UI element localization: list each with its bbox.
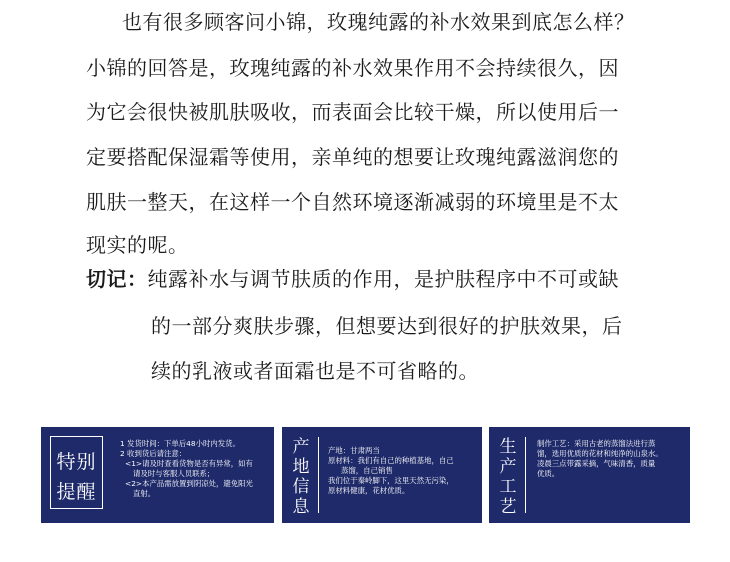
note-first-line — [86, 263, 619, 292]
article-line: 为它会很快被肌肤吸收，而表面会比较干燥，所以使用后一 — [86, 100, 619, 124]
reminder-text — [120, 439, 253, 499]
reminder-line: 1 发货时间：下单后48小时内发货。 — [120, 439, 240, 448]
origin-title-char: 息 — [292, 497, 310, 517]
craft-title — [497, 437, 519, 517]
craft-title-char: 产 — [499, 457, 517, 477]
reminder-line: 直射。 — [133, 489, 156, 498]
craft-line: 优质。 — [537, 469, 560, 478]
article-line: 定要搭配保湿霜等使用，亲单纯的想要让玫瑰纯露滋润您的 — [86, 145, 619, 169]
origin-title — [290, 437, 312, 517]
reminder-title-line: 提醒 — [56, 481, 97, 503]
craft-text — [537, 439, 663, 479]
note-line: 续的乳液或者面霜也是不可省略的。 — [151, 359, 479, 383]
reminder-title-line: 特别 — [56, 451, 97, 473]
craft-title-char: 工 — [499, 477, 517, 497]
article-line: 肌肤一整天，在这样一个自然环境逐渐减弱的环境里是不太 — [86, 190, 619, 214]
article-line: 现实的呢。 — [86, 233, 189, 257]
origin-title-char: 信 — [292, 477, 310, 497]
craft-title-char: 艺 — [499, 497, 517, 517]
origin-info-panel — [282, 427, 482, 523]
craft-title-char: 生 — [499, 437, 517, 457]
special-reminder-panel — [41, 427, 274, 523]
origin-line: 原材料健康，花材优质。 — [328, 486, 410, 495]
reminder-line: 2 收到货后请注意： — [120, 449, 187, 458]
origin-title-char: 地 — [292, 457, 310, 477]
reminder-line: <1>请及时查看货物是否有异常，如有 — [125, 459, 253, 468]
origin-line: 蒸馏，自己销售 — [341, 466, 393, 475]
divider — [318, 437, 319, 513]
origin-line: 产地：甘肃两当 — [328, 446, 380, 455]
article-line: 也有很多顾客问小锦，玫瑰纯露的补水效果到底怎么样？ — [122, 10, 635, 34]
divider — [525, 437, 526, 513]
origin-title-char: 产 — [292, 437, 310, 457]
reminder-badge — [50, 436, 103, 509]
article-line: 小锦的回答是，玫瑰纯露的补水效果作用不会持续很久，因 — [86, 56, 619, 80]
reminder-line: <2>本产品需放置到阴凉处，避免阳光 — [125, 479, 253, 488]
note-text: 纯露补水与调节肤质的作用，是护肤程序中不可或缺 — [147, 267, 619, 291]
craft-line: 凌晨三点带露采摘，气味清香，质量 — [537, 459, 656, 468]
production-craft-panel — [489, 427, 690, 523]
note-label: 切记： — [86, 267, 148, 291]
origin-text — [328, 446, 454, 496]
reminder-line: 请及时与客服人员联系； — [133, 469, 215, 478]
origin-line: 我们位于秦岭脚下，这里天然无污染， — [328, 476, 454, 485]
craft-line: 制作工艺：采用古老的蒸馏法进行蒸 — [537, 439, 656, 448]
origin-line: 原材料：我们有自己的种植基地，自己 — [328, 456, 454, 465]
craft-line: 馏，选用优质的花材和纯净的山泉水。 — [537, 449, 663, 458]
note-line: 的一部分爽肤步骤，但想要达到很好的护肤效果，后 — [151, 314, 623, 338]
